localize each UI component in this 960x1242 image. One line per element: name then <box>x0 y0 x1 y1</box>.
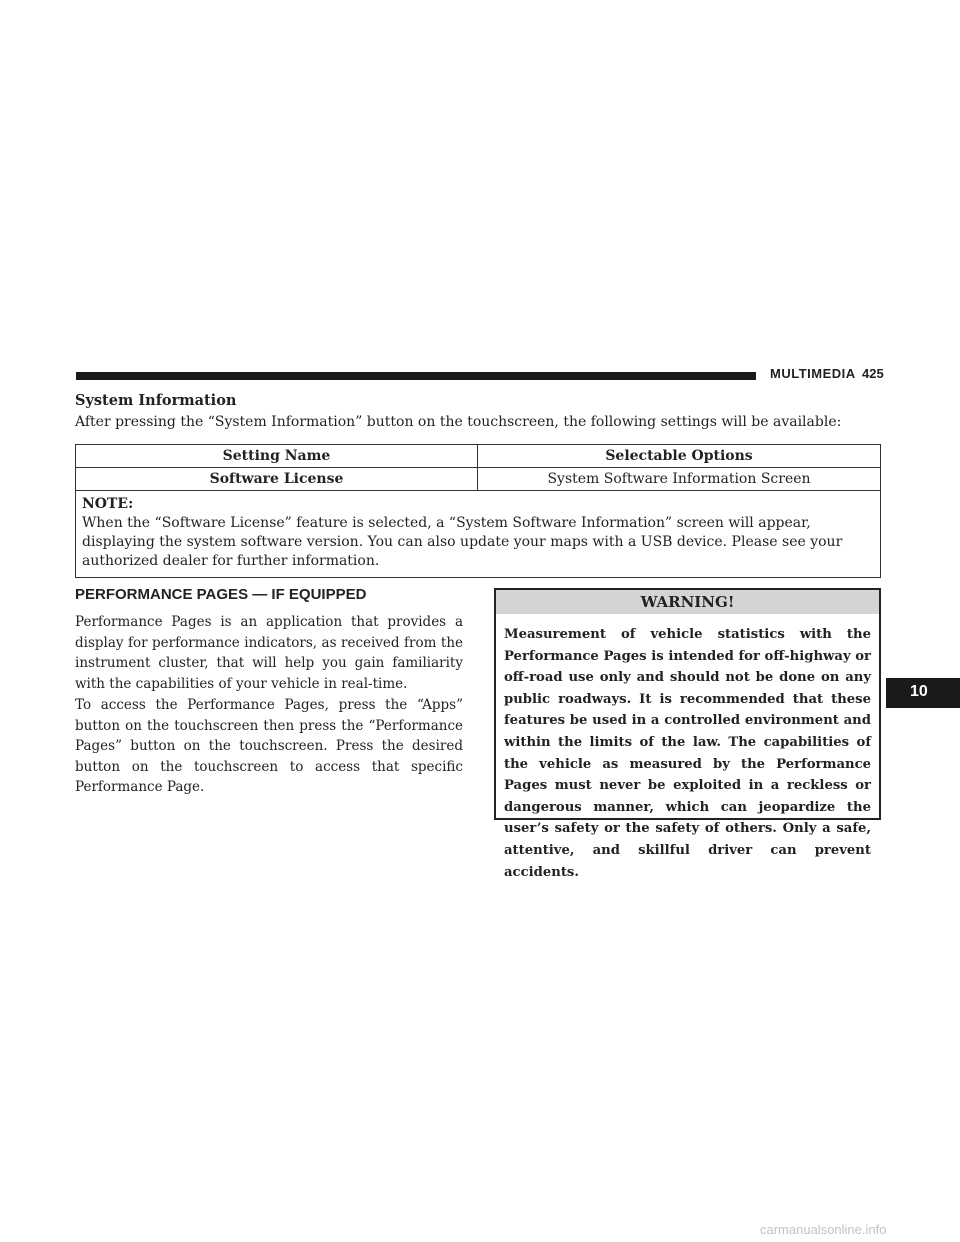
table-row <box>76 468 880 491</box>
column-header-setting-name: Setting Name <box>76 445 478 467</box>
table-note <box>82 495 872 571</box>
table-cell-setting: Software License <box>76 468 478 490</box>
table-header-row <box>76 445 880 468</box>
chapter-tab-label: 10 <box>910 683 928 700</box>
page-number: 425 <box>862 366 884 381</box>
chapter-tab <box>886 678 960 708</box>
warning-text: Measurement of vehicle statistics with the Performance Pages is intended for off-highway or off-road use only and should not be done on any public roadways. It is recommended that these features be used in a controlled environment and within the limits of the law. The capabilities of the vehicle as measured by the Performance Pages must never be exploited in a reckless or dangerous manner, which can jeopardize the user’s safety or the safety of others. Only a safe, attentive, and skillful driver can prevent accidents. <box>504 627 871 880</box>
warning-title: WARNING! <box>496 590 879 614</box>
settings-table <box>75 444 881 578</box>
header-rule <box>76 372 756 380</box>
note-text: When the “Software License” feature is selected, a “System Software Information” screen will appear, displaying the system software version. You can also update your maps with a USB device. Please see your authorized dealer for further information. <box>82 515 843 569</box>
watermark: carmanualsonline.info <box>760 1222 887 1237</box>
note-label: NOTE: <box>82 496 134 512</box>
system-information-intro: After pressing the “System Information” button on the touchscreen, the following settings will be available: <box>75 414 842 430</box>
warning-box <box>494 588 881 880</box>
column-header-selectable-options: Selectable Options <box>605 448 753 464</box>
system-information-heading: System Information <box>75 392 237 409</box>
performance-pages-heading: PERFORMANCE PAGES — IF EQUIPPED <box>75 586 367 603</box>
table-cell-option: System Software Information Screen <box>547 471 811 487</box>
performance-paragraph-2: To access the Performance Pages, press the “Apps” button on the touchscreen then press the “Performance Pages” button on the touchscreen. Press the desired button on the touchscreen to access that specific Performance Page. <box>75 697 463 795</box>
performance-paragraph-1: Performance Pages is an application that provides a display for performance indicators, as received from the instrument cluster, that will help you gain familiarity with the capabilities of your vehicle in real-time. <box>75 614 463 692</box>
header-section-title: MULTIMEDIA <box>770 366 856 381</box>
